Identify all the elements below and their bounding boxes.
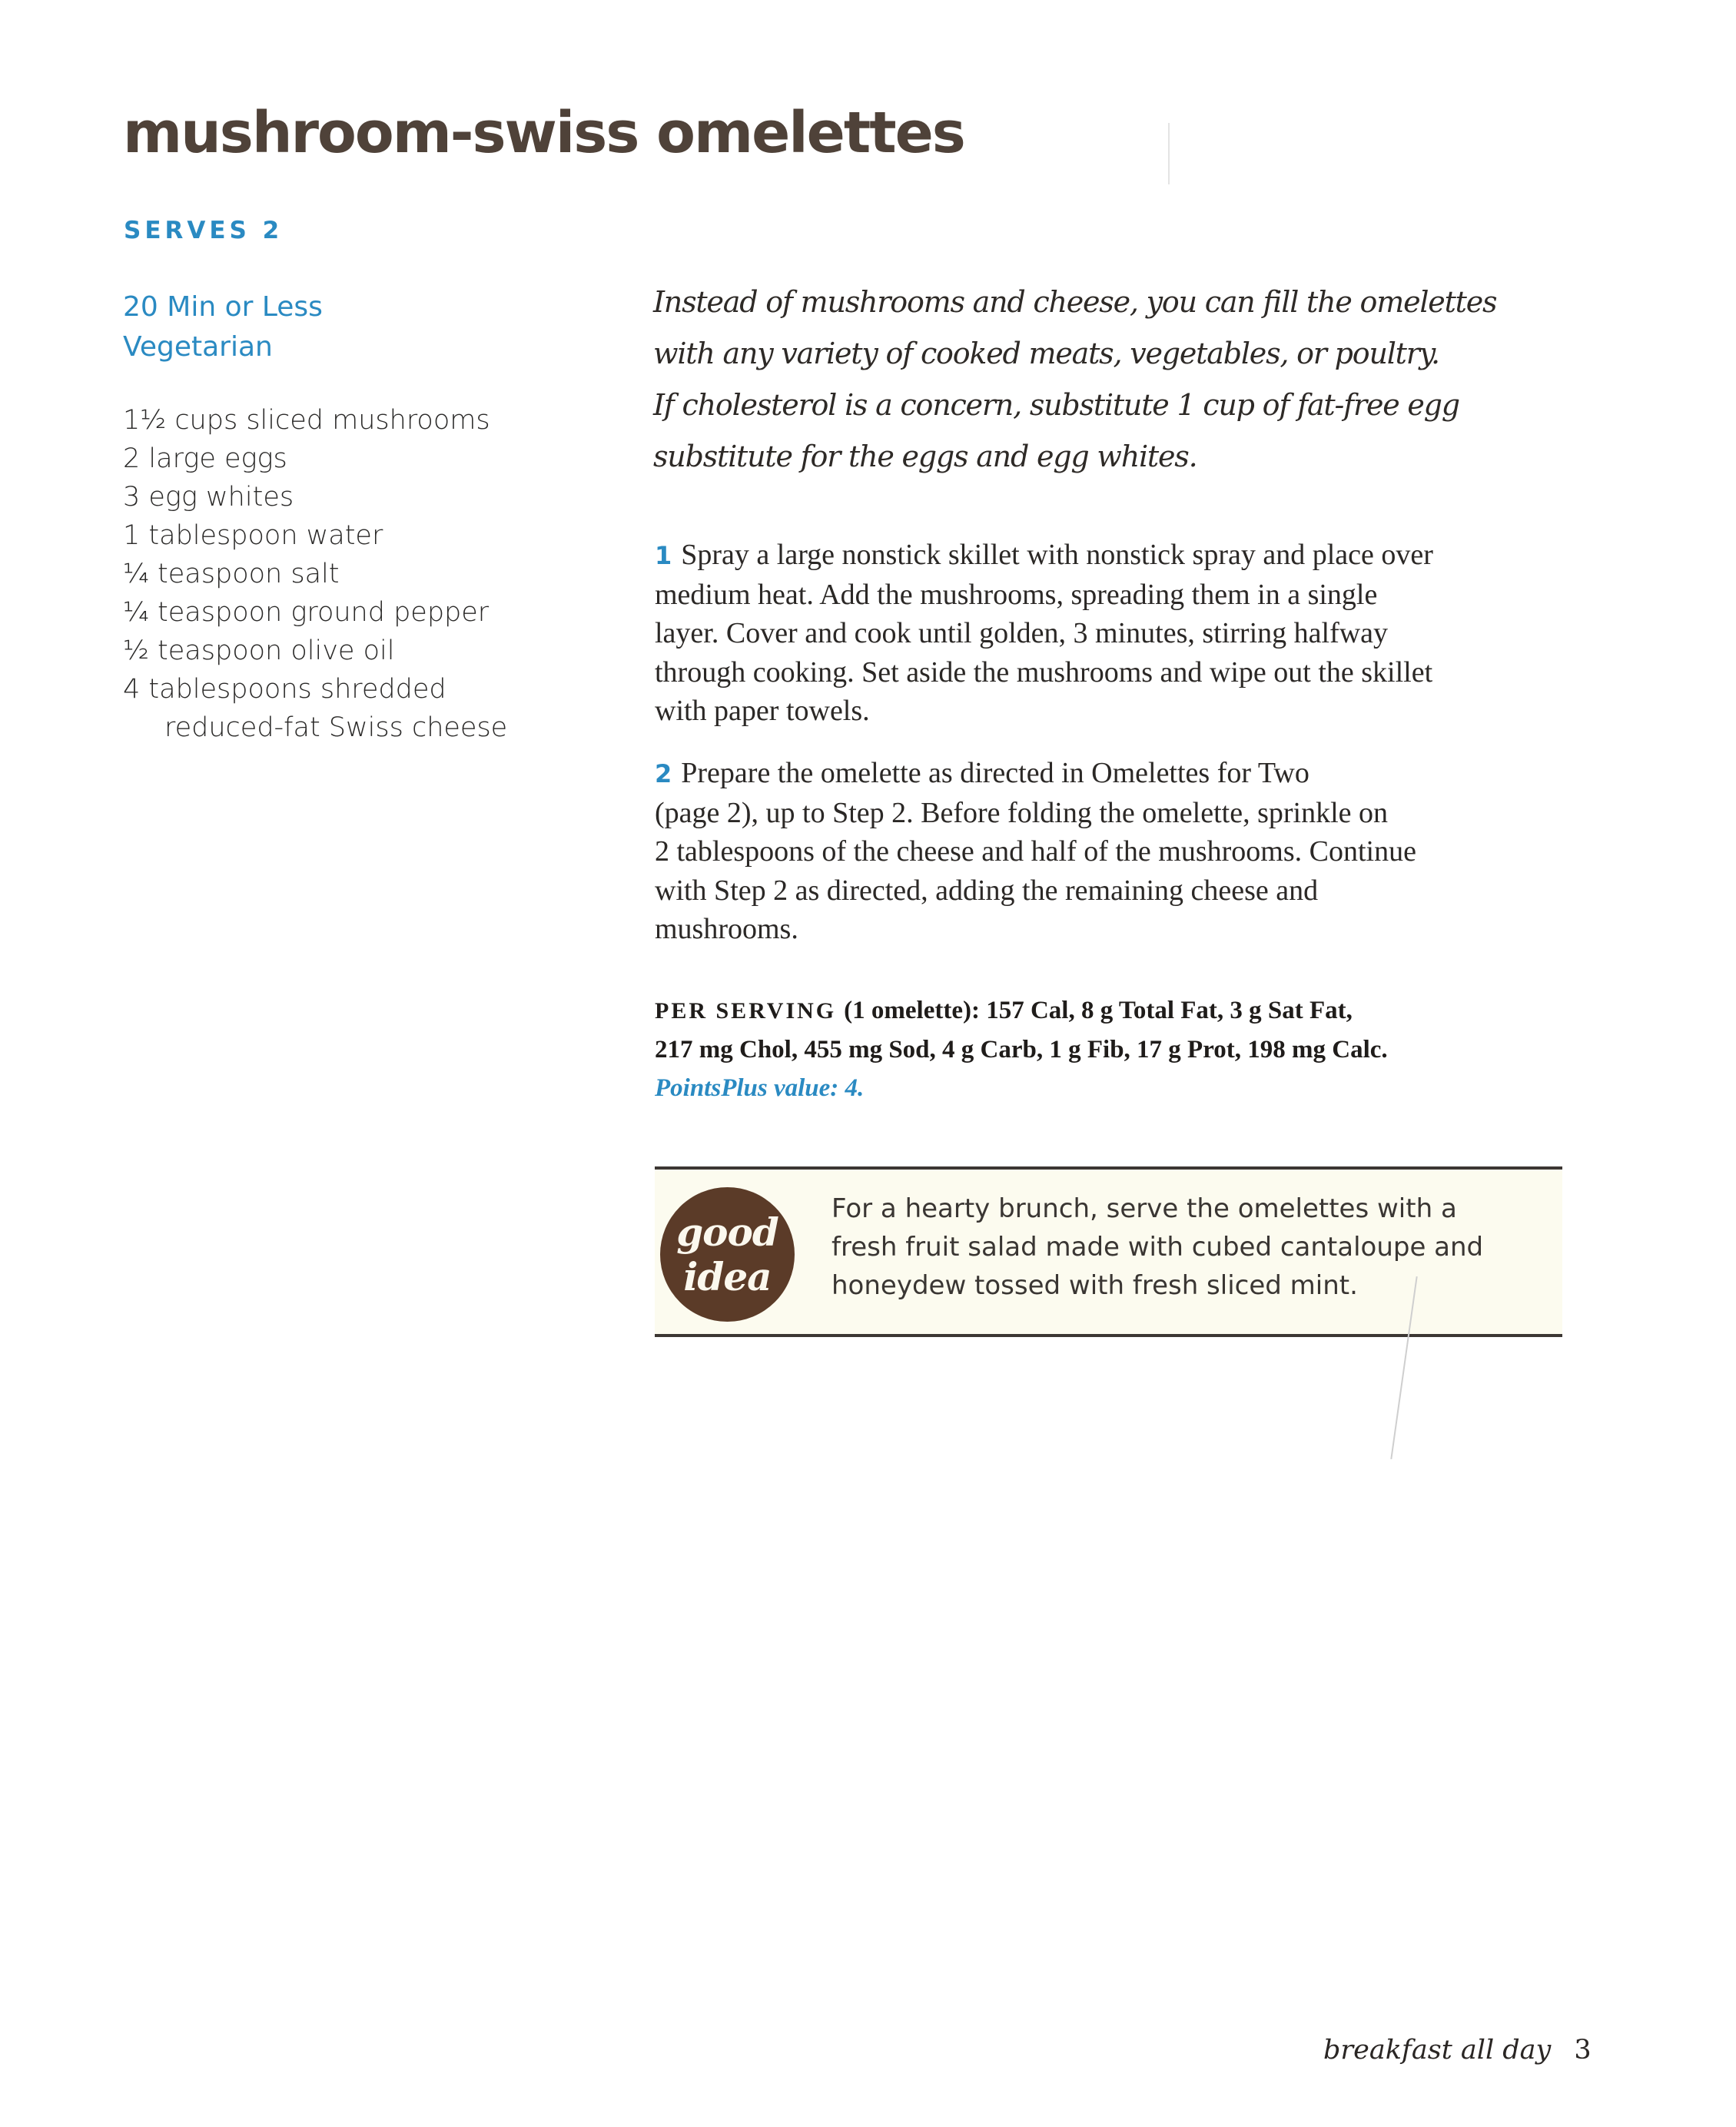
step-text: Prepare the omelette as directed in Omelettes for Two <box>681 757 1309 789</box>
ingredient-item: 1 tablespoon water <box>123 520 383 551</box>
recipe-intro <box>653 277 1545 483</box>
nutrition-values: (1 omelette): 157 Cal, 8 g Total Fat, 3 g Sat Fat, <box>844 997 1353 1024</box>
ingredient-item: 3 egg whites <box>123 482 294 513</box>
ingredient-list <box>123 401 507 747</box>
step-line: mushrooms. <box>655 913 798 945</box>
recipe-tags <box>123 287 323 367</box>
nutrition-info <box>655 991 1562 1107</box>
ingredient-item: 2 large eggs <box>123 443 287 474</box>
section-name: breakfast all day <box>1323 2035 1552 2066</box>
scan-artifact <box>1168 123 1170 184</box>
step-line: with Step 2 as directed, adding the remaining cheese and <box>655 874 1319 907</box>
good-idea-badge-icon <box>660 1187 795 1322</box>
page-number: 3 <box>1574 2035 1592 2066</box>
points-value: PointsPlus value: 4. <box>655 1074 865 1102</box>
step-line: medium heat. Add the mushrooms, spreading them in a single <box>655 578 1378 611</box>
page-footer <box>1323 2035 1592 2066</box>
ingredient-item: ½ teaspoon olive oil <box>123 635 395 666</box>
ingredient-item: 1½ cups sliced mushrooms <box>123 405 490 436</box>
step-1 <box>655 536 1562 731</box>
nutrition-line: 217 mg Chol, 455 mg Sod, 4 g Carb, 1 g Fib, 17 g Prot, 198 mg Calc. <box>655 1036 1388 1064</box>
badge-word: idea <box>683 1253 772 1299</box>
nutrition-label: PER SERVING <box>655 998 837 1024</box>
ingredient-item: 4 tablespoons shredded <box>123 674 446 705</box>
ingredient-item-continuation: reduced-fat Swiss cheese <box>164 712 508 743</box>
step-line: layer. Cover and cook until golden, 3 minutes, stirring halfway <box>655 617 1389 649</box>
tag-time: 20 Min or Less <box>123 291 323 323</box>
tip-line: honeydew tossed with fresh sliced mint. <box>831 1270 1358 1301</box>
step-line: with paper towels. <box>655 695 870 727</box>
recipe-title: mushroom-swiss omelettes <box>123 100 964 166</box>
ingredient-item: ¼ teaspoon ground pepper <box>123 597 490 628</box>
step-text: Spray a large nonstick skillet with nonstick spray and place over <box>681 539 1433 571</box>
tip-line: For a hearty brunch, serve the omelettes with a <box>831 1193 1457 1224</box>
step-number: 2 <box>655 759 672 788</box>
step-2 <box>655 754 1562 949</box>
intro-line: If cholesterol is a concern, substitute 1 cup of fat-free egg <box>653 388 1459 422</box>
step-line: through cooking. Set aside the mushrooms and wipe out the skillet <box>655 655 1433 689</box>
tip-line: fresh fruit salad made with cubed cantaloupe and <box>831 1232 1484 1263</box>
intro-line: with any variety of cooked meats, vegetables, or poultry. <box>653 337 1439 370</box>
intro-line: substitute for the eggs and egg whites. <box>653 440 1197 473</box>
serves-label: SERVES 2 <box>124 217 284 244</box>
step-line <box>655 754 1562 794</box>
step-line <box>655 536 1562 576</box>
ingredient-item: ¼ teaspoon salt <box>123 559 340 589</box>
intro-line: Instead of mushrooms and cheese, you can fill the omelettes <box>653 285 1497 319</box>
badge-word: good <box>676 1209 778 1255</box>
step-number: 1 <box>655 541 672 570</box>
step-line: (page 2), up to Step 2. Before folding the omelette, sprinkle on <box>655 796 1388 829</box>
tip-text <box>831 1190 1554 1305</box>
tag-diet: Vegetarian <box>123 331 273 363</box>
step-line: 2 tablespoons of the cheese and half of the mushrooms. Continue <box>655 835 1416 868</box>
nutrition-line <box>655 991 1562 1030</box>
